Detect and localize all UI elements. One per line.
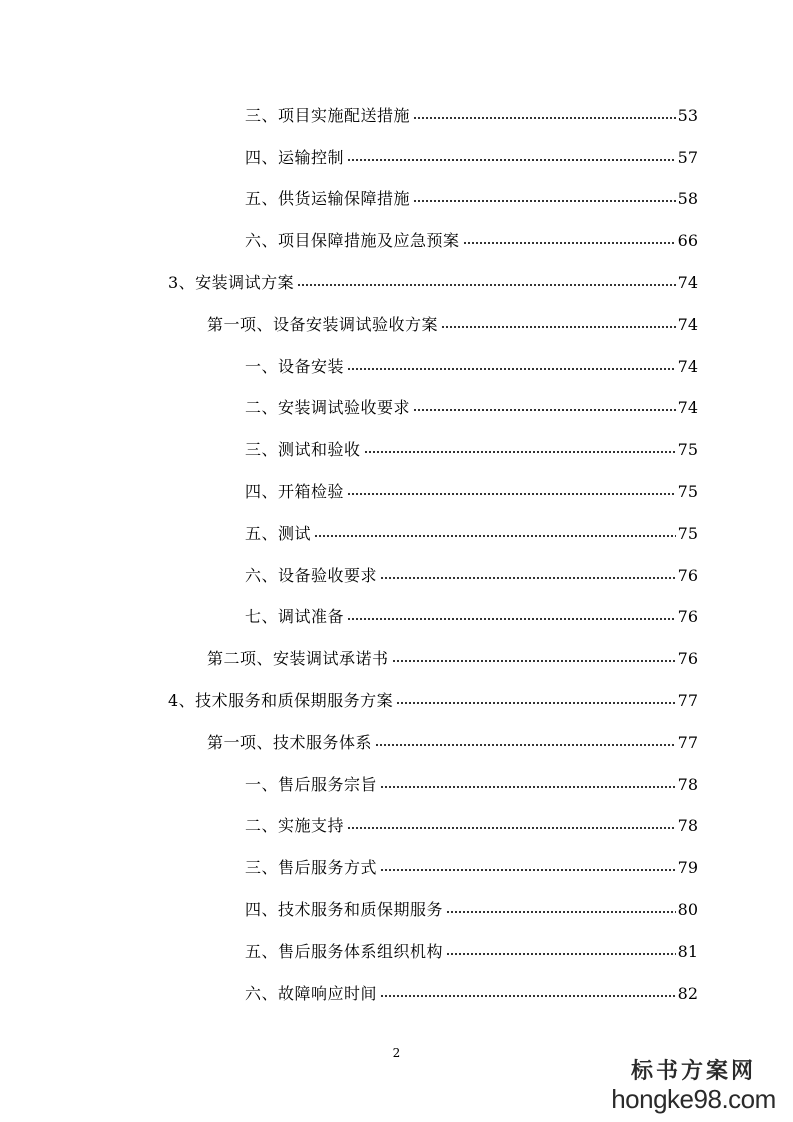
- toc-entry-line: [207, 732, 698, 752]
- toc-entry-title: 五、测试: [245, 523, 312, 543]
- toc-entry-title: 三、项目实施配送措施: [245, 105, 411, 125]
- toc-entry-line: [245, 941, 698, 961]
- toc-entry[interactable]: [0, 429, 793, 471]
- table-of-contents: [0, 95, 793, 1015]
- toc-dot-leader: [446, 952, 676, 956]
- toc-entry-page-number: 75: [677, 482, 698, 502]
- toc-entry[interactable]: [0, 973, 793, 1015]
- toc-dot-leader: [364, 450, 676, 454]
- toc-entry[interactable]: [0, 722, 793, 764]
- toc-entry-title: 二、安装调试验收要求: [245, 398, 411, 418]
- toc-entry-page-number: 76: [677, 565, 698, 585]
- toc-entry-title: 3、安装调试方案: [168, 273, 295, 293]
- toc-dot-leader: [441, 325, 676, 329]
- toc-entry-page-number: 78: [677, 774, 698, 794]
- toc-entry-title: 七、调试准备: [245, 607, 345, 627]
- toc-entry-line: [245, 191, 698, 207]
- page-number: 2: [392, 1046, 401, 1060]
- toc-entry[interactable]: [0, 638, 793, 680]
- toc-entry-line: [245, 983, 698, 1003]
- toc-dot-leader: [413, 116, 676, 120]
- toc-entry-line: [245, 105, 698, 125]
- toc-entry-page-number: 80: [677, 900, 698, 920]
- toc-entry-page-number: 78: [677, 816, 698, 836]
- toc-entry-line: [245, 609, 698, 625]
- toc-dot-leader: [375, 743, 676, 747]
- toc-entry-page-number: 57: [677, 147, 698, 167]
- toc-entry[interactable]: [0, 806, 793, 848]
- toc-entry-line: [245, 147, 698, 167]
- toc-entry[interactable]: [0, 95, 793, 137]
- watermark-logo: [606, 1058, 781, 1114]
- toc-entry-title: 四、运输控制: [245, 147, 345, 167]
- toc-entry-line: [245, 484, 698, 500]
- toc-entry-line: [245, 400, 698, 416]
- toc-entry-title: 六、设备验收要求: [245, 565, 378, 585]
- toc-entry-title: 第一项、设备安装调试验收方案: [207, 314, 439, 334]
- toc-dot-leader: [413, 199, 676, 203]
- toc-entry-title: 五、售后服务体系组织机构: [245, 941, 444, 961]
- toc-entry[interactable]: [0, 597, 793, 639]
- toc-entry-title: 四、开箱检验: [245, 482, 345, 502]
- toc-entry-line: [168, 275, 698, 291]
- toc-dot-leader: [314, 534, 676, 538]
- toc-entry-title: 4、技术服务和质保期服务方案: [168, 691, 394, 711]
- toc-entry-line: [245, 860, 698, 876]
- toc-entry[interactable]: [0, 847, 793, 889]
- toc-dot-leader: [347, 158, 676, 162]
- toc-entry[interactable]: [0, 262, 793, 304]
- toc-entry-page-number: 66: [677, 231, 698, 251]
- toc-entry[interactable]: [0, 931, 793, 973]
- toc-entry[interactable]: [0, 764, 793, 806]
- toc-dot-leader: [380, 785, 676, 789]
- toc-entry-page-number: 79: [677, 858, 698, 878]
- toc-entry-title: 四、技术服务和质保期服务: [245, 900, 444, 920]
- toc-entry[interactable]: [0, 889, 793, 931]
- toc-entry[interactable]: [0, 513, 793, 555]
- toc-entry-title: 三、测试和验收: [245, 440, 361, 460]
- toc-entry-page-number: 77: [677, 732, 698, 752]
- toc-dot-leader: [347, 617, 676, 621]
- toc-dot-leader: [380, 576, 676, 580]
- toc-dot-leader: [297, 283, 675, 287]
- watermark-domain-text: hongke98.com: [611, 1084, 776, 1114]
- toc-entry-page-number: 74: [677, 398, 698, 418]
- toc-entry[interactable]: [0, 346, 793, 388]
- toc-entry[interactable]: [0, 179, 793, 221]
- toc-entry-page-number: 74: [677, 273, 698, 293]
- toc-entry-title: 第一项、技术服务体系: [207, 732, 373, 752]
- toc-entry[interactable]: [0, 555, 793, 597]
- toc-entry[interactable]: [0, 388, 793, 430]
- toc-entry-title: 第二项、安装调试承诺书: [207, 649, 389, 669]
- toc-dot-leader: [396, 701, 675, 705]
- toc-entry[interactable]: [0, 471, 793, 513]
- toc-entry-title: 五、供货运输保障措施: [245, 189, 411, 209]
- toc-entry-line: [245, 233, 698, 249]
- toc-entry-page-number: 53: [677, 105, 698, 125]
- toc-entry-title: 二、实施支持: [245, 816, 345, 836]
- toc-entry[interactable]: [0, 137, 793, 179]
- toc-entry-title: 一、设备安装: [245, 356, 345, 376]
- toc-dot-leader: [380, 868, 676, 872]
- toc-dot-leader: [347, 367, 676, 371]
- toc-entry[interactable]: [0, 304, 793, 346]
- toc-entry-line: [168, 693, 698, 709]
- toc-entry-title: 三、售后服务方式: [245, 858, 378, 878]
- toc-entry-page-number: 81: [677, 941, 698, 961]
- toc-entry-line: [207, 651, 698, 667]
- toc-entry-line: [245, 523, 698, 543]
- toc-entry-line: [245, 774, 698, 794]
- watermark-chinese-text: 标书方案网: [630, 1058, 756, 1084]
- toc-entry-line: [207, 314, 698, 334]
- toc-dot-leader: [463, 241, 676, 245]
- toc-entry-title: 六、项目保障措施及应急预案: [245, 231, 460, 251]
- toc-dot-leader: [380, 994, 676, 998]
- toc-entry-page-number: 76: [677, 649, 698, 669]
- toc-dot-leader: [446, 910, 676, 914]
- toc-dot-leader: [347, 826, 676, 830]
- toc-dot-leader: [413, 408, 676, 412]
- toc-entry-title: 六、故障响应时间: [245, 983, 378, 1003]
- toc-entry-page-number: 75: [677, 523, 698, 543]
- toc-entry-page-number: 76: [677, 607, 698, 627]
- toc-entry[interactable]: [0, 220, 793, 262]
- toc-entry-page-number: 77: [677, 691, 698, 711]
- toc-entry-line: [245, 818, 698, 834]
- toc-entry-line: [245, 356, 698, 376]
- toc-entry-page-number: 74: [677, 356, 698, 376]
- toc-entry-line: [245, 565, 698, 585]
- toc-entry-line: [245, 902, 698, 918]
- toc-entry-page-number: 58: [677, 189, 698, 209]
- toc-entry-page-number: 74: [677, 314, 698, 334]
- toc-entry-line: [245, 442, 698, 458]
- toc-entry-page-number: 82: [677, 983, 698, 1003]
- toc-entry-page-number: 75: [677, 440, 698, 460]
- toc-dot-leader: [347, 492, 676, 496]
- toc-dot-leader: [392, 659, 676, 663]
- toc-entry-title: 一、售后服务宗旨: [245, 774, 378, 794]
- toc-entry[interactable]: [0, 680, 793, 722]
